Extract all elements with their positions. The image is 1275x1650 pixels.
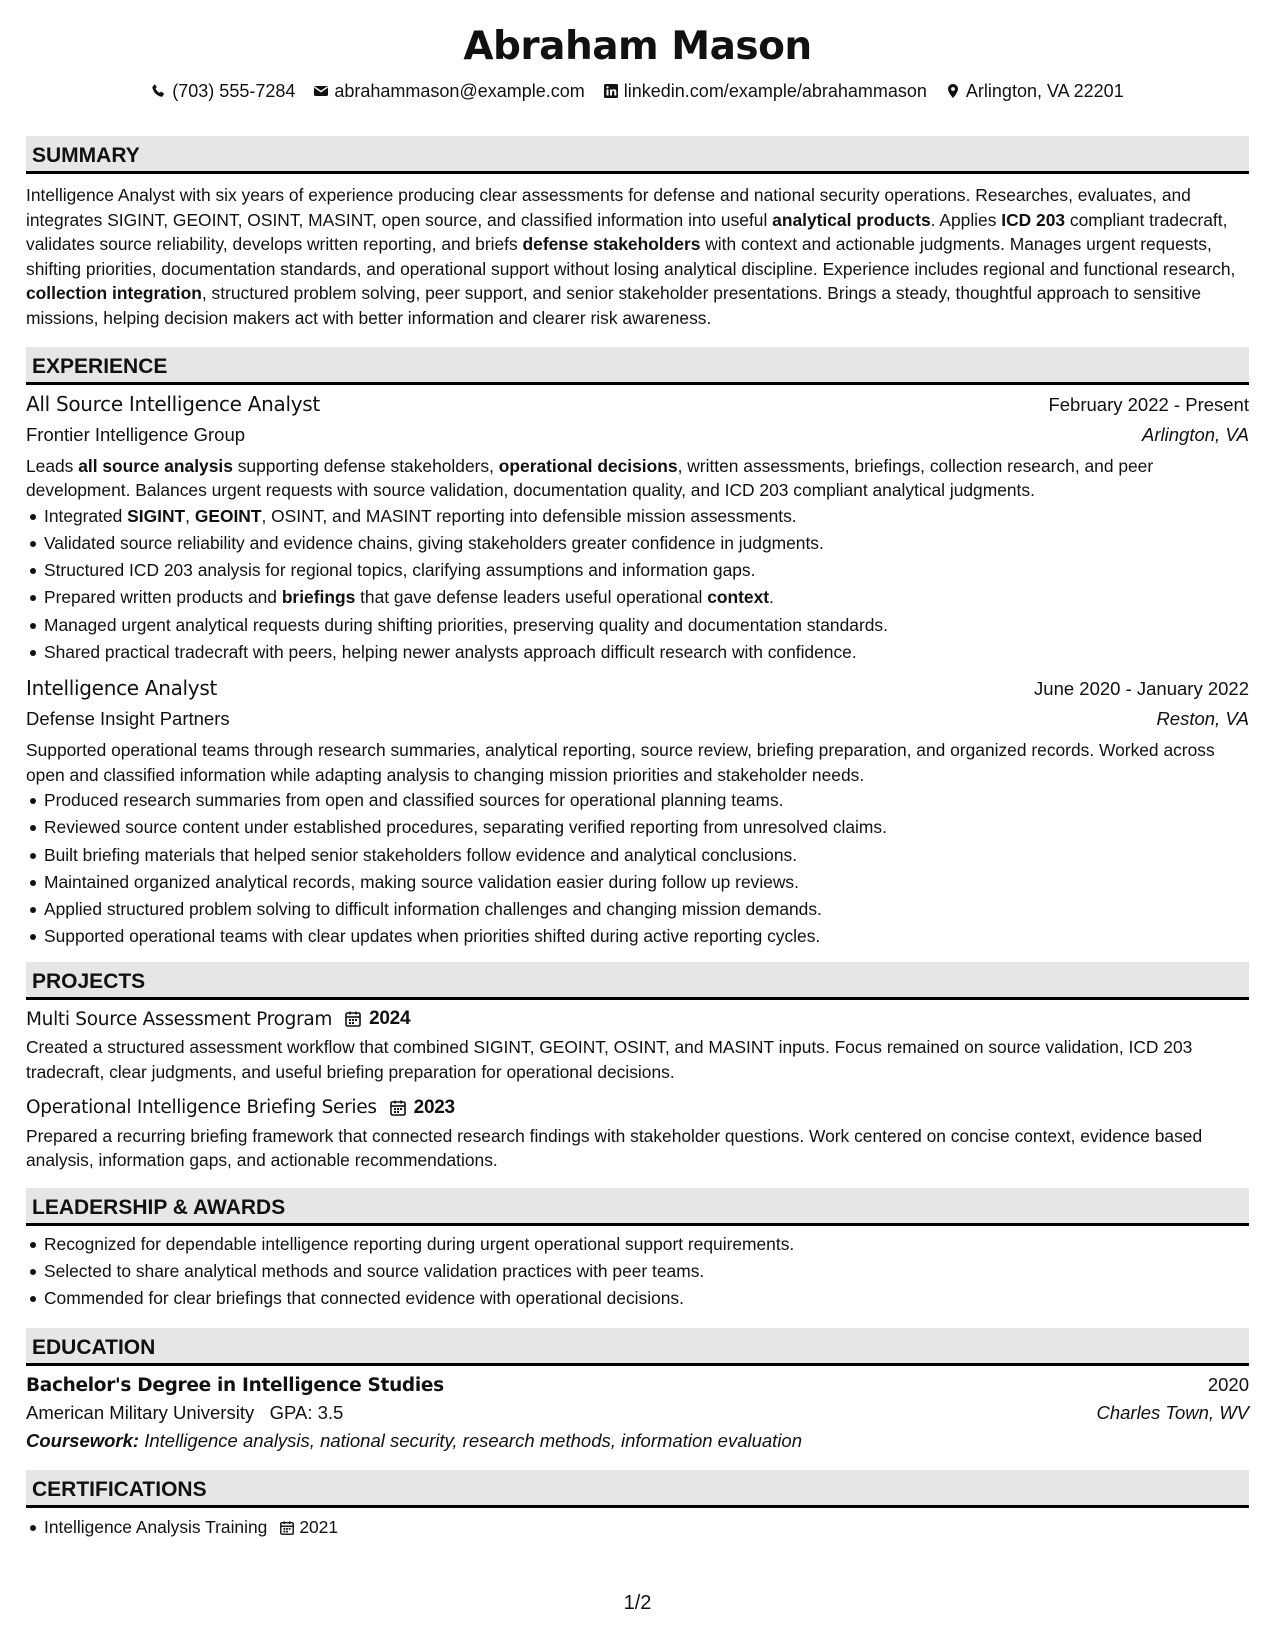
project-description: Created a structured assessment workflow that combined SIGINT, GEOINT, OSINT, and MASINT inputs. Focus remained on source validation, ICD 203 tradecraft, clear judgments, and useful briefing preparation for operational decisions. xyxy=(26,1037,1193,1082)
job-bullet: Built briefing materials that helped senior stakeholders follow evidence and analytical conclusions. xyxy=(26,842,1249,869)
contact-linkedin[interactable] xyxy=(603,81,927,102)
phone-icon xyxy=(151,83,167,99)
project-title: Operational Intelligence Briefing Series xyxy=(26,1097,377,1119)
project-entry xyxy=(26,1097,1249,1173)
job-description: Supported operational teams through research summaries, analytical reporting, source review, briefing preparation, and organized records. Worked across open and classified information while adapting analysis to changing mission priorities and stakeholder needs. xyxy=(26,739,1215,785)
project-description: Prepared a recurring briefing framework that connected research findings with stakeholder questions. Work centered on concise context, evidence based analysis, information gaps, and actionable recommendations. xyxy=(26,1125,1203,1171)
job-company: Defense Insight Partners xyxy=(26,707,230,729)
phone-text: (703) 555-7284 xyxy=(172,80,296,101)
education-year: 2020 xyxy=(1207,1374,1249,1396)
certification-name: Intelligence Analysis Training xyxy=(44,1517,268,1538)
job-company: Frontier Intelligence Group xyxy=(26,423,246,445)
leadership-item: Commended for clear briefings that connected evidence with operational decisions. xyxy=(26,1285,1249,1312)
calendar-icon xyxy=(389,1099,407,1117)
job-bullet: Maintained organized analytical records, making source validation easier during follow up reviews. xyxy=(26,869,1249,896)
linkedin-icon xyxy=(603,83,619,99)
project-year: 2023 xyxy=(413,1096,455,1118)
job-bullet: Structured ICD 203 analysis for regional topics, clarifying assumptions and information gaps. xyxy=(26,557,1249,584)
contact-email[interactable] xyxy=(313,81,584,102)
job-bullet: Reviewed source content under established procedures, separating verified reporting from unresolved claims. xyxy=(26,814,1249,841)
calendar-icon xyxy=(344,1010,362,1028)
project-entry xyxy=(26,1008,1249,1084)
contact-location xyxy=(945,81,1124,102)
project-year: 2024 xyxy=(369,1008,411,1030)
summary-heading: SUMMARY xyxy=(26,136,1249,174)
contact-bar xyxy=(26,76,1249,106)
education-school: American Military University xyxy=(26,1402,255,1424)
job-description: Leads all source analysis supporting defense stakeholders, operational decisions, written assessments, briefings, collection research, and peer development. Balances urgent requests with source validation, documentation quality, and ICD 203 compliant analytical judgments. xyxy=(26,455,1154,501)
job-entry xyxy=(26,676,1249,950)
job-bullets xyxy=(26,787,1249,950)
education-degree: Bachelor's Degree in Intelligence Studies xyxy=(26,1375,444,1397)
envelope-icon xyxy=(313,83,329,99)
email-text: abrahammason@example.com xyxy=(334,80,585,101)
page-number: 1/2 xyxy=(623,1592,652,1614)
job-location: Reston, VA xyxy=(1156,707,1249,729)
linkedin-text: linkedin.com/example/abrahammason xyxy=(623,80,927,101)
leadership-list xyxy=(26,1231,1249,1313)
job-bullet: Shared practical tradecraft with peers, helping newer analysts approach difficult research with confidence. xyxy=(26,639,1249,666)
job-bullet: Supported operational teams with clear updates when priorities shifted during active reporting cycles. xyxy=(26,923,1249,950)
map-pin-icon xyxy=(945,83,961,99)
summary-text: Intelligence Analyst with six years of experience producing clear assessments for defense and national security operations. Researches, evaluates, and integrates SIGINT, GEOINT, OSINT, MASINT, open source, and classified information into useful analytical products. Applies ICD 203 compliant tradecraft, validates source reliability, develops written reporting, and briefs defense stakeholders with context and actionable judgments. Manages urgent requests, shifting priorities, documentation standards, and operational support without losing analytical discipline. Experience includes regional and functional research, collection integration, structured problem solving, peer support, and senior stakeholder presentations. Brings a steady, thoughtful approach to sensitive missions, helping decision makers act with better information and clearer risk awareness. xyxy=(26,185,1236,328)
job-entry xyxy=(26,392,1249,666)
job-bullet: Prepared written products and briefings that gave defense leaders useful operational context. xyxy=(26,584,1249,611)
job-bullet: Produced research summaries from open and classified sources for operational planning teams. xyxy=(26,787,1249,814)
certifications-heading: CERTIFICATIONS xyxy=(26,1470,1249,1508)
certifications-list xyxy=(26,1514,1249,1541)
job-title: Intelligence Analyst xyxy=(26,675,217,700)
job-bullet: Applied structured problem solving to difficult information challenges and changing mission demands. xyxy=(26,896,1249,923)
job-dates: June 2020 - January 2022 xyxy=(1034,677,1249,699)
job-bullet: Integrated SIGINT, GEOINT, OSINT, and MASINT reporting into defensible mission assessments. xyxy=(26,503,1249,530)
certification-year: 2021 xyxy=(299,1517,338,1538)
contact-phone[interactable] xyxy=(151,81,295,102)
education-heading: EDUCATION xyxy=(26,1328,1249,1366)
leadership-heading: LEADERSHIP & AWARDS xyxy=(26,1188,1249,1226)
calendar-icon xyxy=(279,1520,295,1536)
job-bullets xyxy=(26,503,1249,666)
education-location: Charles Town, WV xyxy=(1096,1402,1249,1424)
job-dates: February 2022 - Present xyxy=(1048,393,1249,415)
location-text: Arlington, VA 22201 xyxy=(965,80,1124,101)
experience-heading: EXPERIENCE xyxy=(26,347,1249,385)
projects-heading: PROJECTS xyxy=(26,962,1249,1000)
resume-page xyxy=(26,0,1249,1542)
leadership-item: Recognized for dependable intelligence reporting during urgent operational support requirements. xyxy=(26,1231,1249,1258)
job-bullet: Validated source reliability and evidence chains, giving stakeholders greater confidence in judgments. xyxy=(26,530,1249,557)
leadership-item: Selected to share analytical methods and source validation practices with peer teams. xyxy=(26,1258,1249,1285)
certification-item xyxy=(26,1514,1249,1541)
job-location: Arlington, VA xyxy=(1142,423,1249,445)
education-coursework: Coursework: Intelligence analysis, national security, research methods, information evaluation xyxy=(26,1430,803,1452)
education-school-line xyxy=(26,1402,343,1424)
education-gpa: GPA: 3.5 xyxy=(269,1402,344,1424)
project-title: Multi Source Assessment Program xyxy=(26,1008,333,1030)
education-entry xyxy=(26,1374,1249,1452)
candidate-name: Abraham Mason xyxy=(463,24,812,69)
job-bullet: Managed urgent analytical requests during shifting priorities, preserving quality and documentation standards. xyxy=(26,612,1249,639)
job-title: All Source Intelligence Analyst xyxy=(26,391,320,416)
